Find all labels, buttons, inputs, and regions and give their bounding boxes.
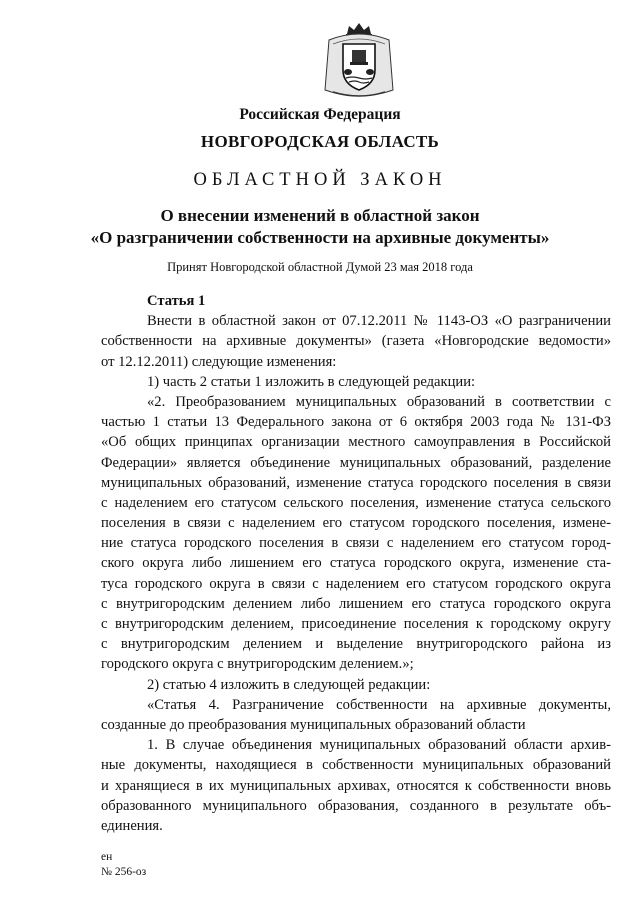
body-line: поселения в связи с наделением его статусом городского поселения, измене-: [101, 515, 611, 532]
body-line: единения.: [101, 817, 163, 834]
body-line: и хранящиеся в их муниципальных архивах, относятся к собственности вновь: [101, 777, 611, 794]
adoption-note: Принят Новгородской областной Думой 23 мая 2018 года: [167, 260, 473, 274]
region-name: НОВГОРОДСКАЯ ОБЛАСТЬ: [200, 132, 440, 151]
body-line: образованного муниципального образования, созданного в результате объ-: [101, 797, 611, 814]
footer-law-number: № 256-оз: [101, 866, 147, 878]
footer-registration: [101, 850, 146, 880]
body-line: от 12.12.2011) следующие изменения:: [101, 353, 337, 370]
body-line: Федерации» является объединение муниципальных образований, разделение: [101, 454, 611, 471]
footer-initials: ен: [101, 851, 113, 863]
novgorod-coat-of-arms-icon: [319, 20, 399, 102]
body-line: собственности на архивные документы» (газета «Новгородские ведомости»: [101, 333, 611, 350]
body-line: туса городского округа в связи с наделением его статусом городского округа: [101, 575, 611, 592]
body-line: «Об общих принципах организации местного самоуправления в Российской: [101, 434, 611, 451]
body-line: с внутригородским делением и выделение внутригородского района из: [101, 636, 611, 653]
body-line: ние статуса городского поселения в связи с наделением его статусом город-: [101, 535, 611, 552]
body-line: муниципальных образований, изменение статуса городского поселения в связи: [101, 474, 611, 491]
body-line: ского округа либо лишением его статуса городского округа, изменение ста-: [101, 555, 611, 572]
body-line: 1. В случае объединения муниципальных образований области архив-: [147, 737, 611, 754]
body-line: ные документы, находящиеся в собственности муниципальных образований: [101, 757, 611, 774]
body-line: 2) статью 4 изложить в следующей редакции:: [147, 676, 431, 693]
body-line: городского округа с внутригородским делением.»;: [101, 656, 414, 673]
body-line: с наделением его статусом сельского поселения, изменение статуса сельского: [101, 494, 611, 511]
body-line: с внутригородским делением либо лишением его статуса городского округа: [101, 595, 611, 612]
article-heading: Статья 1: [147, 293, 206, 309]
country-name: Российская Федерация: [239, 106, 401, 123]
body-line: с внутригородским делением, присоединение поселения к городскому округу: [101, 616, 611, 632]
body-line: Внести в областной закон от 07.12.2011 № 1143-ОЗ «О разграничении: [147, 313, 611, 330]
body-line: частью 1 статьи 13 Федерального закона от 6 октября 2003 года № 131-ФЗ: [101, 414, 611, 431]
law-title-line-1: О внесении изменений в областной закон: [160, 206, 480, 225]
document-kind: ОБЛАСТНОЙ ЗАКОН: [193, 170, 447, 190]
body-line: «2. Преобразованием муниципальных образований в соответствии с: [147, 393, 611, 410]
body-line: «Статья 4. Разграничение собственности на архивные документы,: [147, 696, 611, 713]
body-line: созданные до преобразования муниципальных образований области: [101, 716, 526, 733]
law-body: [101, 291, 611, 836]
body-line: 1) часть 2 статьи 1 изложить в следующей редакции:: [147, 373, 476, 390]
law-title-line-2: «О разграничении собственности на архивные документы»: [90, 228, 550, 247]
